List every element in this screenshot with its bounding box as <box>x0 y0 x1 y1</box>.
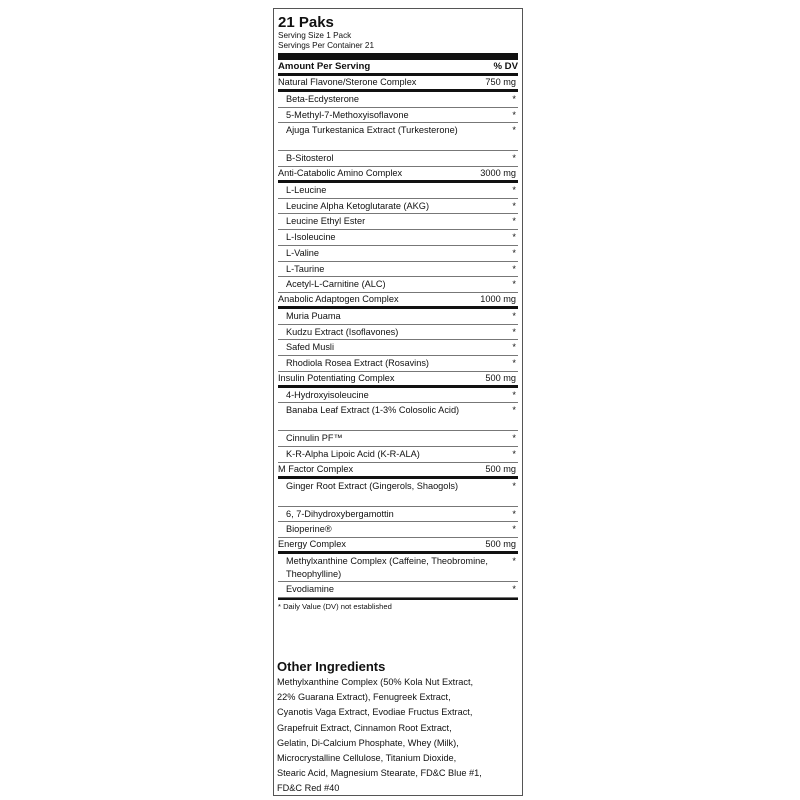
ingredient-name: B-Sitosterol <box>286 153 334 164</box>
ingredient-row <box>278 507 518 523</box>
ingredient-row <box>278 340 518 356</box>
thick-divider <box>278 53 518 60</box>
complex-name: M Factor Complex <box>278 463 354 474</box>
ingredient-name: Bioperine® <box>286 524 332 535</box>
ingredient-row <box>278 123 518 151</box>
other-ingredients-line: Methylxanthine Complex (50% Kola Nut Extract, <box>277 677 474 687</box>
ingredient-name: L-Valine <box>286 247 320 258</box>
complex-row <box>278 167 518 183</box>
supplement-facts <box>278 13 518 613</box>
ingredient-table <box>278 76 518 598</box>
complex-name: Insulin Potentiating Complex <box>278 372 395 383</box>
complex-amount: 1000 mg <box>480 293 516 304</box>
servings-per-container: Servings Per Container 21 <box>278 41 375 50</box>
ingredient-dv: * <box>512 94 516 104</box>
complex-name: Energy Complex <box>278 539 346 550</box>
amount-per-serving-label: Amount Per Serving <box>278 61 371 72</box>
other-ingredients-section <box>277 656 521 797</box>
ingredient-name: Ajuga Turkestanica Extract (Turkesterone) <box>286 125 458 136</box>
ingredient-dv: * <box>512 342 516 353</box>
complex-amount: 500 mg <box>485 463 516 474</box>
ingredient-dv: * <box>512 310 516 321</box>
ingredient-name: Muria Puama <box>286 310 341 321</box>
ingredient-name: Cinnulin PF™ <box>286 433 343 444</box>
ingredient-row <box>278 582 518 598</box>
ingredient-row <box>278 246 518 262</box>
ingredient-name: Leucine Alpha Ketoglutarate (AKG) <box>286 200 430 211</box>
ingredient-name: Kudzu Extract (Isoflavones) <box>286 326 399 337</box>
ingredient-name: Ginger Root Extract (Gingerols, Shaogols) <box>286 480 459 491</box>
ingredient-dv: * <box>512 584 516 595</box>
ingredient-dv: * <box>512 389 516 400</box>
ingredient-row <box>278 230 518 246</box>
complex-amount: 3000 mg <box>480 168 516 179</box>
complex-row <box>278 463 518 479</box>
complex-row <box>278 372 518 388</box>
ingredient-name: Banaba Leaf Extract (1-3% Colosolic Acid) <box>286 405 460 416</box>
ingredient-name: L-Isoleucine <box>286 232 336 243</box>
complex-amount: 750 mg <box>485 77 516 87</box>
ingredient-name: Evodiamine <box>286 584 335 595</box>
ingredient-dv: * <box>512 153 516 164</box>
ingredient-name: L-Leucine <box>286 185 327 196</box>
ingredient-dv: * <box>512 433 516 444</box>
ingredient-dv: * <box>512 109 516 120</box>
ingredient-row <box>278 447 518 463</box>
ingredient-dv: * <box>512 508 516 519</box>
ingredient-dv: * <box>512 326 516 337</box>
complex-name: Anti-Catabolic Amino Complex <box>278 168 403 179</box>
ingredient-dv: * <box>512 480 516 491</box>
ingredient-row <box>278 522 518 538</box>
complex-row <box>278 293 518 309</box>
ingredient-name: Acetyl-L-Carnitine (ALC) <box>286 279 386 290</box>
complex-row <box>278 538 518 554</box>
complex-amount: 500 mg <box>485 372 516 383</box>
ingredient-dv: * <box>512 185 516 196</box>
other-ingredients-line: Grapefruit Extract, Cinnamon Root Extract, <box>277 722 452 733</box>
ingredient-dv: * <box>512 449 516 459</box>
ingredient-dv: * <box>512 556 516 567</box>
ingredient-dv: * <box>512 200 516 211</box>
ingredient-row <box>278 356 518 372</box>
ingredient-row <box>278 325 518 341</box>
ingredient-row <box>278 199 518 215</box>
other-ingredients-title: Other Ingredients <box>277 659 386 674</box>
other-ingredients-line: Stearic Acid, Magnesium Stearate, FD&C Blue #1, <box>277 768 482 779</box>
amount-header <box>278 60 518 73</box>
ingredient-row <box>278 403 518 431</box>
complex-name: Natural Flavone/Sterone Complex <box>278 77 417 87</box>
other-ingredients-line: Microcrystalline Cellulose, Titanium Dioxide, <box>277 753 457 764</box>
ingredient-name: L-Taurine <box>286 263 325 274</box>
ingredient-row <box>278 309 518 325</box>
ingredient-row <box>278 262 518 278</box>
ingredient-name: K-R-Alpha Lipoic Acid (K-R-ALA) <box>286 449 420 459</box>
ingredient-dv: * <box>512 524 516 535</box>
other-ingredients-line: FD&C Red #40 <box>277 783 340 794</box>
ingredient-row <box>278 214 518 230</box>
ingredient-dv: * <box>512 279 516 290</box>
complex-row <box>278 76 518 92</box>
ingredient-name: Methylxanthine Complex (Caffeine, Theobromine, Theophylline) <box>286 556 488 579</box>
ingredient-name: 4-Hydroxyisoleucine <box>286 389 369 400</box>
ingredient-row <box>278 277 518 293</box>
ingredient-name: 5-Methyl-7-Methoxyisoflavone <box>286 109 409 120</box>
ingredient-dv: * <box>512 405 516 416</box>
ingredient-name: Safed Musli <box>286 342 335 353</box>
ingredient-name: 6, 7-Dihydroxybergamottin <box>286 508 394 519</box>
product-title: 21 Paks <box>278 14 334 31</box>
ingredient-name: Beta-Ecdysterone <box>286 94 360 104</box>
ingredient-name: Leucine Ethyl Ester <box>286 216 366 227</box>
ingredient-dv: * <box>512 247 516 258</box>
ingredient-dv: * <box>512 216 516 227</box>
ingredient-row <box>278 479 518 507</box>
ingredient-name: Rhodiola Rosea Extract (Rosavins) <box>286 357 429 368</box>
ingredient-row <box>278 431 518 447</box>
dv-footnote: * Daily Value (DV) not established <box>278 598 518 613</box>
serving-size: Serving Size 1 Pack <box>278 31 352 40</box>
complex-name: Anabolic Adaptogen Complex <box>278 293 399 304</box>
other-ingredients-text <box>277 675 521 797</box>
ingredient-dv: * <box>512 357 516 368</box>
complex-amount: 500 mg <box>485 539 516 550</box>
dv-label: % DV <box>493 61 518 72</box>
ingredient-row <box>278 183 518 199</box>
ingredient-dv: * <box>512 263 516 274</box>
other-ingredients-line: Gelatin, Di-Calcium Phosphate, Whey (Milk), <box>277 737 459 748</box>
ingredient-row <box>278 108 518 124</box>
ingredient-row <box>278 151 518 167</box>
other-ingredients-line: 22% Guarana Extract), Fenugreek Extract, <box>277 692 451 703</box>
ingredient-dv: * <box>512 125 516 136</box>
ingredient-row <box>278 388 518 404</box>
ingredient-dv: * <box>512 232 516 243</box>
other-ingredients-line: Cyanotis Vaga Extract, Evodiae Fructus Extract, <box>277 707 473 718</box>
ingredient-row <box>278 92 518 108</box>
ingredient-row <box>278 554 518 582</box>
